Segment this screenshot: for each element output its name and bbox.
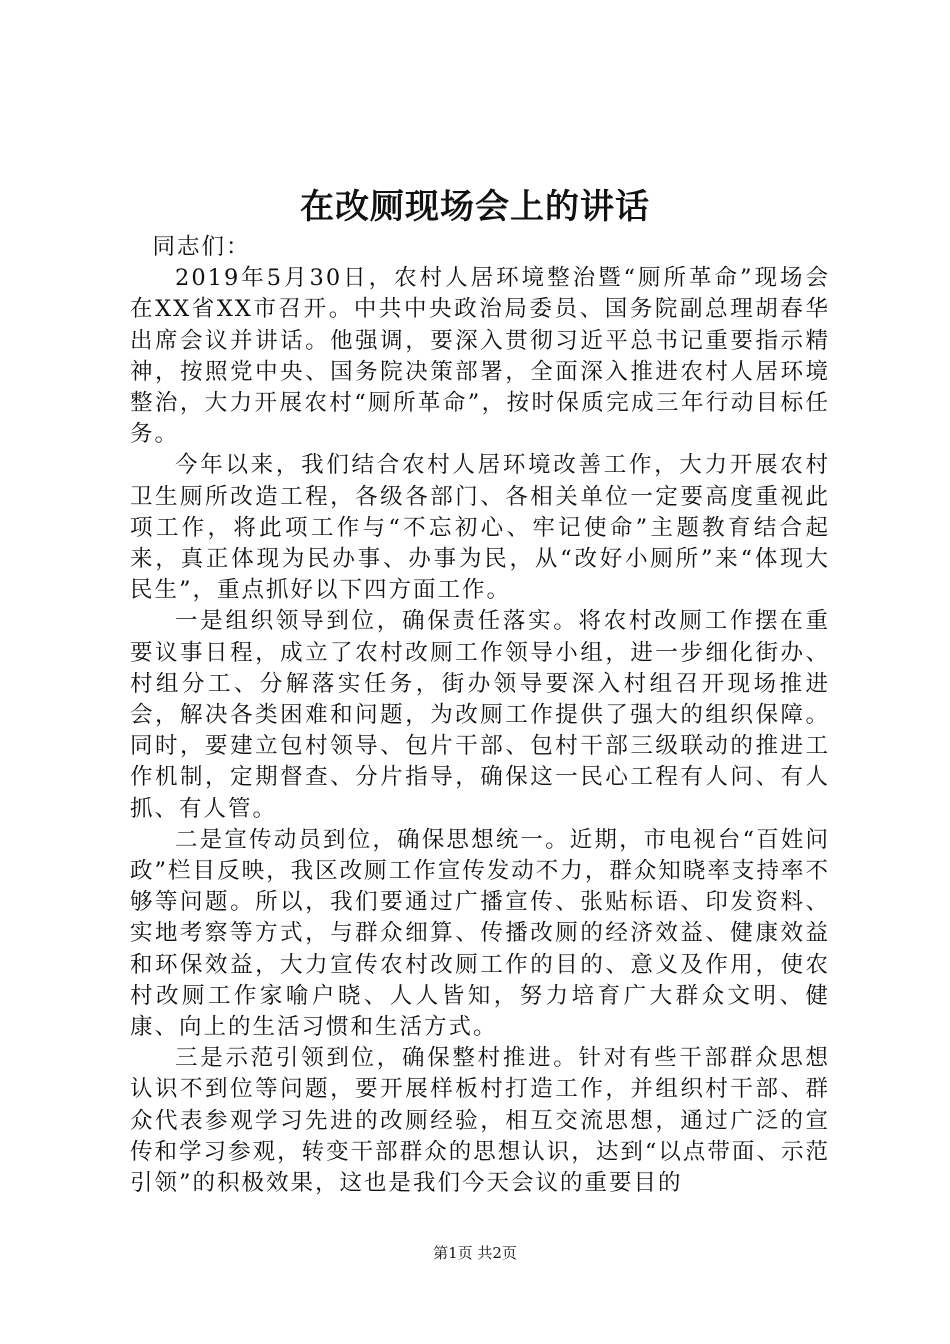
document-title: 在改厕现场会上的讲话 bbox=[300, 187, 650, 227]
paragraph-4: 二是宣传动员到位，确保思想统一。近期，市电视台“百姓问政”栏目反映，我区改厕工作宣传发动不力，群众知晓率支持率不够等问题。所以，我们要通过广播宣传、张贴标语、印发资料、实地考察等方式，与群众细算、传播改厕的经济效益、健康效益和环保效益，大力宣传农村改厕工作的目的、意义及作用，使农村改厕工作家喻户晓、人人皆知，努力培育广大群众文明、健康、向上的生活习惯和生活方式。 bbox=[130, 826, 830, 1041]
document-body bbox=[130, 232, 830, 1199]
paragraph-5: 三是示范引领到位，确保整村推进。针对有些干部群众思想认识不到位等问题，要开展样板村打造工作，并组织村干部、群众代表参观学习先进的改厕经验，相互交流思想，通过广泛的宣传和学习参观，转变干部群众的思想认识，达到“以点带面、示范引领”的积极效果，这也是我们今天会议的重要目的 bbox=[130, 1045, 830, 1197]
page-footer: 第1页 共2页 bbox=[433, 1244, 517, 1262]
salutation: 同志们： bbox=[152, 234, 251, 260]
paragraph-2: 今年以来，我们结合农村人居环境改善工作，大力开展农村卫生厕所改造工程，各级各部门、各相关单位一定要高度重视此项工作，将此项工作与“不忘初心、牢记使命”主题教育结合起来，真正体现为民办事、办事为民，从“改好小厕所”来“体现大民生”，重点抓好以下四方面工作。 bbox=[130, 452, 830, 604]
paragraph-1: 2019年5月30日，农村人居环境整治暨“厕所革命”现场会在XX省XX市召开。中共中央政治局委员、国务院副总理胡春华出席会议并讲话。他强调，要深入贯彻习近平总书记重要指示精神，按照党中央、国务院决策部署，全面深入推进农村人居环境整治，大力开展农村“厕所革命”，按时保质完成三年行动目标任务。 bbox=[130, 265, 830, 448]
paragraph-3: 一是组织领导到位，确保责任落实。将农村改厕工作摆在重要议事日程，成立了农村改厕工作领导小组，进一步细化街办、村组分工、分解落实任务，街办领导要深入村组召开现场推进会，解决各类困难和问题，为改厕工作提供了强大的组织保障。同时，要建立包村领导、包片干部、包村干部三级联动的推进工作机制，定期督查、分片指导，确保这一民心工程有人问、有人抓、有人管。 bbox=[130, 608, 830, 822]
